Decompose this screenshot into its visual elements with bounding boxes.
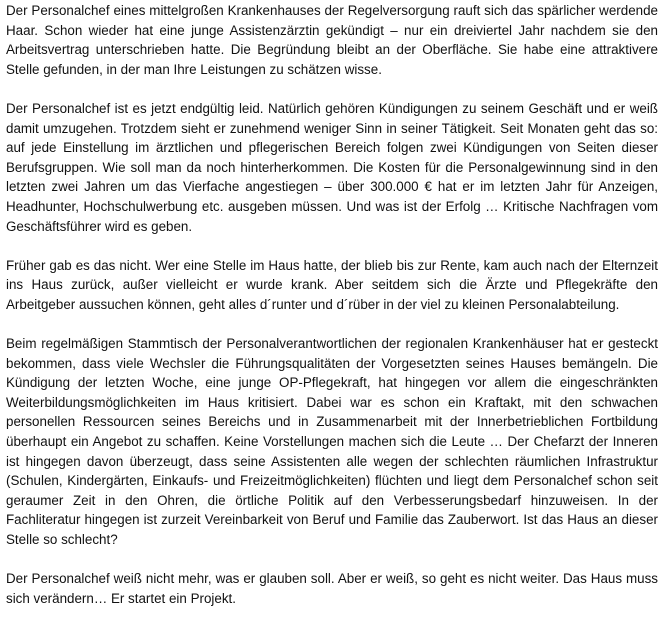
paragraph-3: Früher gab es das nicht. Wer eine Stelle im Haus hatte, der blieb bis zur Rente, kam auch nach der Elternzeit ins Haus zurück, außer vielleicht er wurde krank. Aber seitdem sich die Ärzte und Pflegekräfte den Arbeitgeber aussuchen können, geht alles d´runter und d´rüber in der viel zu kleinen Personalabteilung. bbox=[6, 257, 658, 312]
paragraph-4: Beim regelmäßigen Stammtisch der Personalverantwortlichen der regionalen Krankenhäuser hat er gesteckt bekommen, dass viele Wechsler die Führungsqualitäten der Vorgesetzten seines Hauses bemängeln. Die Kündigung der letzten Woche, eine junge OP-Pflegekraft, hat hingegen vor allem die eingeschränkten Weiterbildungsmöglichkeiten im Haus kritisiert. Dabei war es schon ein Kraftakt, mit den schwachen personellen Ressourcen seines Bereichs und in Zusammenarbeit mit der Innerbetrieblichen Fortbildung überhaupt ein Angebot zu schaffen. Keine Vorstellungen machen sich die Leute … Der Chefarzt der Inneren ist hingegen davon überzeugt, dass seine Assistenten alle wegen der schlechten räumlichen Infrastruktur (Schulen, Kindergärten, Einkaufs- und Freizeitmöglichkeiten) flüchten und liegt dem Personalchef schon seit geraumer Zeit in den Ohren, die örtliche Politik auf den Verbesserungsbedarf hinzuweisen. In der Fachliteratur hingegen ist zurzeit Vereinbarkeit von Beruf und Familie das Zauberwort. Ist das Haus an dieser Stelle so schlecht? bbox=[6, 336, 658, 548]
paragraph-5: Der Personalchef weiß nicht mehr, was er glauben soll. Aber er weiß, so geht es nicht weiter. Das Haus muss sich verändern… Er startet ein Projekt. bbox=[6, 571, 658, 606]
paragraph-1: Der Personalchef eines mittelgroßen Krankenhauses der Regelversorgung rauft sich das spärlicher werdende Haar. Schon wieder hat eine junge Assistenzärztin gekündigt – nur ein dreiviertel Jahr nachdem sie den Arbeitsvertrag unterschrieben hatte. Die Begründung bleibt an der Oberfläche. Sie habe eine attraktivere Stelle gefunden, in der man Ihre Leistungen zu schätzen wisse. bbox=[6, 3, 658, 77]
paragraph-2: Der Personalchef ist es jetzt endgültig leid. Natürlich gehören Kündigungen zu seinem Geschäft und er weiß damit umzugehen. Trotzdem sieht er zunehmend weniger Sinn in seiner Tätigkeit. Seit Monaten geht das so: auf jede Einstellung im ärztlichen und pflegerischen Bereich folgen zwei Kündigungen von Seiten dieser Berufsgruppen. Wie soll man da noch hinterherkommen. Die Kosten für die Personalgewinnung sind in den letzten zwei Jahren um das Vierfache angestiegen – über 300.000 € hat er im letzten Jahr für Anzeigen, Headhunter, Hochschulwerbung etc. ausgeben müssen. Und was ist der Erfolg … Kritische Nachfragen vom Geschäftsführer wird es geben. bbox=[6, 100, 658, 234]
